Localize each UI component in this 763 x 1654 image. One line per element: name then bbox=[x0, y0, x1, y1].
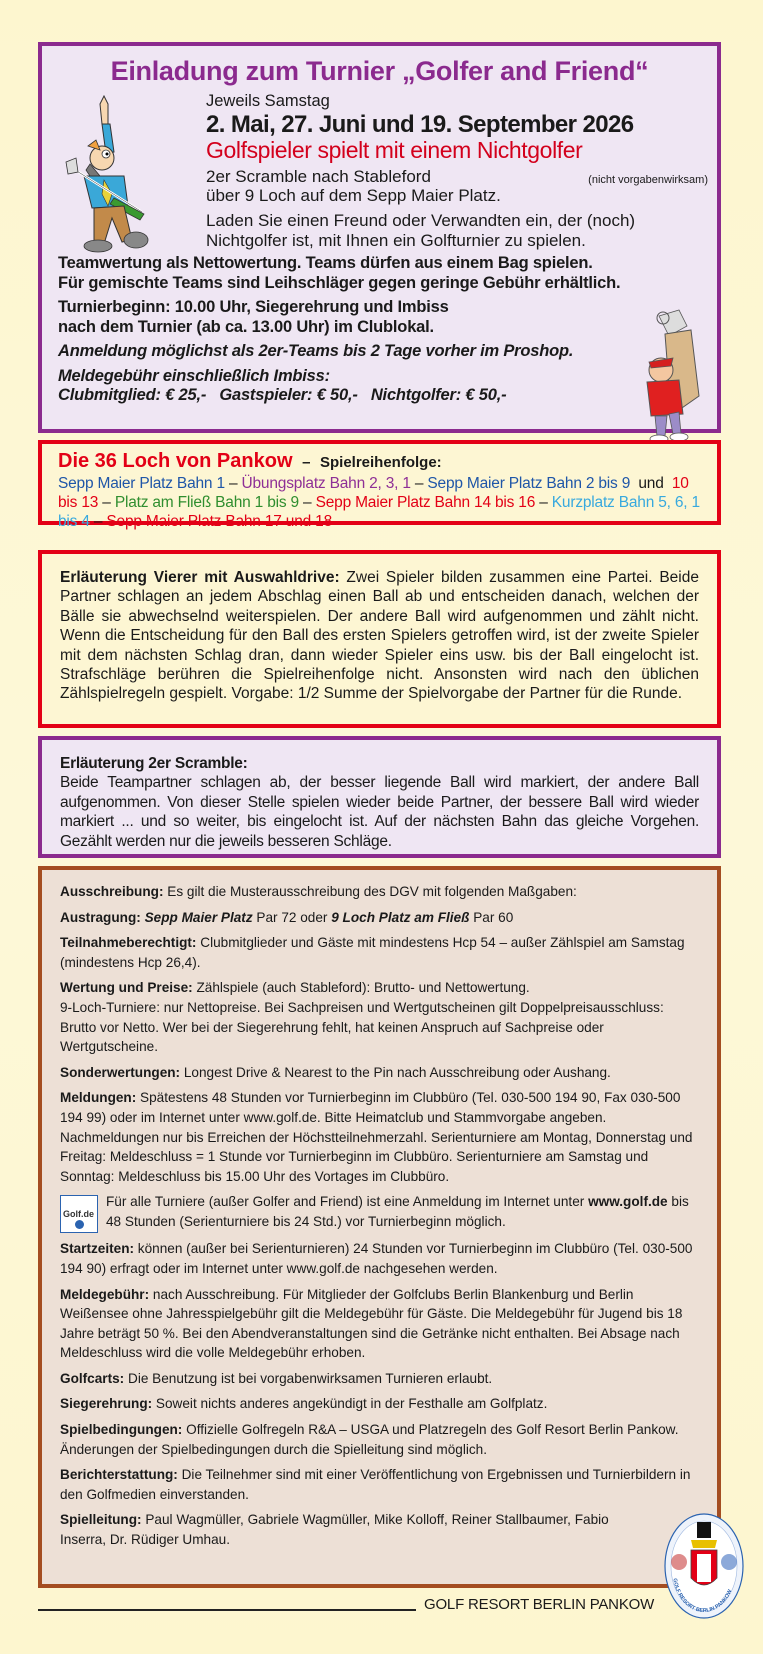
golf-de-logo-icon[interactable] bbox=[60, 1195, 98, 1233]
rule-label: Teilnahmeberechtigt: bbox=[60, 935, 197, 951]
rule-label: Siegerehrung: bbox=[60, 1396, 153, 1412]
footer-divider bbox=[38, 1609, 416, 1611]
vierer-text: Zwei Spieler bilden zusammen eine Partei. Beide Partner schlagen an jedem Abschlag einen Ball ab und entscheiden danach, welchen der Bälle sie abwechselnd weiterspielen. Der andere Ball wird aufgenommen und zählt nicht. Wenn die Entscheidung für den Ball des ersten Spielers getroffen wird, ist der zweite Spieler mit dem nächsten Schlag dran, dann wieder Spieler eins usw. bis der Ball eingelocht ist. Strafschläge berühren die Spielreihenfolge nicht. Ansonsten wird nach den üblichen Zählspielregeln gespielt. Vorgabe: 1/2 Summe der Spielvorgabe der Partner für die Runde. bbox=[60, 569, 699, 703]
rule-text: Es gilt die Musterausschreibung des DGV mit folgenden Maßgaben: bbox=[163, 884, 577, 899]
seal-text: GOLF RESORT BERLIN PANKOW bbox=[671, 1577, 734, 1615]
scramble-explanation-box bbox=[38, 736, 721, 858]
rule-golfcarts bbox=[60, 1369, 699, 1389]
scramble-text: Beide Teampartner schlagen ab, der besser liegende Ball wird markiert, der andere Ball aufgenommen. Von dieser Stelle spielen wieder beide Partner, der bessere Ball wird wieder markiert ... und so weiter, bis eingelocht ist. Auf der nächsten Bahn das gleiche Vorgehen. Gezählt werden nur die jeweils besseren Schläge. bbox=[60, 774, 699, 850]
rule-label: Startzeiten: bbox=[60, 1241, 135, 1257]
sequence-segment: Sepp Maier Platz Bahn 2 bis 9 bbox=[427, 475, 631, 492]
invitation-intro bbox=[206, 92, 716, 251]
sequence-segment: Sepp Maier Platz Bahn 14 bis 16 bbox=[315, 494, 536, 511]
rule-text: Die Benutzung ist bei vorgabenwirksamen Turnieren erlaubt. bbox=[124, 1370, 493, 1386]
course-sequence-title: Die 36 Loch von Pankow bbox=[58, 450, 293, 472]
golf-de-notice bbox=[60, 1192, 699, 1233]
handicap-note: (nicht vorgabenwirksam) bbox=[588, 174, 708, 186]
schedule-label: Jeweils Samstag bbox=[206, 92, 330, 110]
rule-startzeiten bbox=[60, 1239, 699, 1278]
tournament-rules-box bbox=[38, 866, 721, 1588]
rule-label: Spielbedingungen: bbox=[60, 1422, 183, 1438]
sequence-segment: 10 bis 13 bbox=[58, 475, 693, 511]
sequence-separator: – bbox=[98, 494, 115, 511]
rule-sonderwertungen bbox=[60, 1063, 699, 1083]
par-text-1: Par 72 oder bbox=[252, 909, 332, 925]
sequence-segment: Übungsplatz Bahn 2, 3, 1 bbox=[241, 475, 411, 492]
fee-line: Clubmitglied: € 25,- Gastspieler: € 50,- Nichtgolfer: € 50,- bbox=[58, 386, 507, 404]
sequence-segment: Sepp Maier Platz Bahn 1 bbox=[58, 475, 225, 492]
rule-austragung bbox=[60, 908, 699, 928]
rule-label: Meldungen: bbox=[60, 1090, 137, 1106]
rule-ausschreibung bbox=[60, 882, 699, 902]
team-rule-2: Für gemischte Teams sind Leihschläger gegen geringe Gebühr erhältlich. bbox=[58, 273, 621, 292]
rule-text: Clubmitglieder und Gäste mit mindestens Hcp 54 – außer Zählspiel am Samstag (mindestens Hcp 26,4). bbox=[60, 935, 685, 970]
rule-label: Sonderwertungen: bbox=[60, 1064, 181, 1080]
golf-ball-dot-icon bbox=[75, 1220, 84, 1229]
golf-de-link[interactable]: www.golf.de bbox=[588, 1194, 668, 1210]
par-text-2: Par 60 bbox=[469, 909, 514, 925]
vierer-heading: Erläuterung Vierer mit Auswahldrive: bbox=[60, 569, 340, 586]
course-sequence-box bbox=[38, 440, 721, 530]
vierer-explanation-box bbox=[38, 550, 721, 728]
rule-text: können (außer bei Serienturnieren) 24 Stunden vor Turnierbeginn im Clubbüro (Tel. 030-500 194 90) erfragt oder im Internet unter www.golf.de nachgesehen werden. bbox=[60, 1241, 693, 1276]
course-sequence-subtitle: Spielreihenfolge: bbox=[319, 454, 442, 471]
heading-dash: – bbox=[302, 454, 311, 471]
format-line-1: 2er Scramble nach Stableford bbox=[206, 167, 431, 186]
golf-de-text-2: bis 48 Stunden (Serienturniere bis 24 Std.) vor Turnierbeginn möglich. bbox=[106, 1194, 689, 1229]
rule-label: Wertung und Preise: bbox=[60, 980, 193, 996]
sequence-separator: – bbox=[410, 475, 428, 492]
rule-siegerehrung bbox=[60, 1394, 699, 1414]
rule-text: Die Teilnehmer sind mit einer Veröffentlichung von Ergebnissen und Turnierbildern in den Golfmedien einverstanden. bbox=[60, 1467, 691, 1502]
rule-meldungen bbox=[60, 1088, 699, 1186]
fee-info bbox=[58, 367, 708, 406]
format-line-2: über 9 Loch auf dem Sepp Maier Platz. bbox=[206, 186, 501, 205]
rule-text: Paul Wagmüller, Gabriele Wagmüller, Mike Kolloff, Reiner Stallbaumer, Fabio Inserra, Dr. Rüdiger Umhau. bbox=[60, 1512, 609, 1548]
rule-berichterstattung bbox=[60, 1465, 699, 1504]
rule-text-2: 9-Loch-Turniere: nur Nettopreise. Bei Sachpreisen und Wertgutscheinen gilt Doppelpreisausschluss: Brutto vor Netto. Wer bei der Siegerehrung fehlt, hat keinen Anspruch auf Sachpreise oder Wertgutscheine. bbox=[60, 999, 664, 1055]
sequence-separator: und bbox=[630, 475, 672, 492]
course-name-sepp-maier: Sepp Maier Platz bbox=[144, 909, 253, 925]
golf-de-logo-text: Golf.de bbox=[63, 1209, 94, 1220]
golf-bag-carrier-illustration-icon bbox=[629, 306, 709, 446]
golf-de-text bbox=[106, 1192, 699, 1231]
sequence-separator: – bbox=[298, 494, 316, 511]
rule-text: Zählspiele (auch Stableford): Brutto- und Nettowertung. bbox=[192, 980, 530, 996]
rule-teilnahme bbox=[60, 933, 699, 972]
invitation-title: Einladung zum Turnier „Golfer and Friend“ bbox=[110, 56, 649, 86]
start-info bbox=[58, 298, 708, 337]
invite-text: Laden Sie einen Freund oder Verwandten ein, der (noch) Nichtgolfer ist, mit Ihnen ein Golfturnier zu spielen. bbox=[206, 211, 636, 250]
rule-label: Meldegebühr: bbox=[60, 1286, 150, 1302]
rule-label: Austragung: bbox=[60, 909, 141, 925]
team-rules bbox=[58, 254, 708, 293]
club-seal-icon bbox=[663, 1512, 745, 1620]
fee-title: Meldegebühr einschließlich Imbiss: bbox=[58, 366, 330, 385]
rule-label: Ausschreibung: bbox=[60, 884, 164, 899]
rule-wertung bbox=[60, 978, 699, 1056]
golf-de-text-1: Für alle Turniere (außer Golfer and Friend) ist eine Anmeldung im Internet unter bbox=[106, 1194, 589, 1210]
course-sequence-list bbox=[58, 474, 705, 531]
rule-label: Golfcarts: bbox=[60, 1370, 125, 1386]
invitation-box bbox=[38, 42, 721, 433]
sequence-segment: Kurzplatz Bahn 5, 6, 1 bis 4 bbox=[58, 494, 705, 530]
rule-text: Spätestens 48 Stunden vor Turnierbeginn im Clubbüro (Tel. 030-500 194 90, Fax 030-500 194 99) oder im Internet unter www.golf.de. Bitte Heimatclub und Stammvorgabe angeben. Nachmeldungen nur bis Erreichen der Höchstteilnehmerzahl. Serienturniere am Montag, Donnerstag und Freitag: Meldeschluss = 1 Stunde vor Turnierbeginn im Clubbüro. Serienturniere am Samstag und Sonntag: Meldeschluss bis 15.00 Uhr des Vortages im Clubbüro. bbox=[60, 1090, 693, 1184]
golfer-illustration-icon bbox=[52, 94, 202, 254]
rule-text: Soweit nichts anderes angekündigt in der Festhalle am Golfplatz. bbox=[152, 1396, 548, 1412]
rule-label: Berichterstattung: bbox=[60, 1467, 178, 1483]
registration-note: Anmeldung möglichst als 2er-Teams bis 2 Tage vorher im Proshop. bbox=[58, 342, 574, 360]
rule-spielleitung bbox=[60, 1510, 699, 1549]
invitation-subtitle: Golfspieler spielt mit einem Nichtgolfer bbox=[206, 137, 583, 163]
rule-text: Longest Drive & Nearest to the Pin nach Ausschreibung oder Aushang. bbox=[180, 1064, 611, 1080]
course-name-fliess: 9 Loch Platz am Fließ bbox=[331, 909, 470, 925]
rule-label: Spielleitung: bbox=[60, 1512, 142, 1528]
invitation-details bbox=[58, 254, 708, 411]
rule-meldegebuehr bbox=[60, 1285, 699, 1363]
start-line-1: Turnierbeginn: 10.00 Uhr, Siegerehrung und Imbiss bbox=[58, 298, 449, 316]
start-line-2: nach dem Turnier (ab ca. 13.00 Uhr) im Clublokal. bbox=[58, 317, 434, 336]
sequence-segment: Sepp Maier Platz Bahn 17 und 18 bbox=[106, 513, 332, 530]
scramble-heading: Erläuterung 2er Scramble: bbox=[60, 755, 248, 772]
course-sequence-heading bbox=[58, 450, 701, 474]
sequence-separator: – bbox=[535, 494, 552, 511]
rule-text: Offizielle Golfregeln R&A – USGA und Platzregeln des Golf Resort Berlin Pankow. Änderungen der Spielbedingungen durch die Spielleitung sind möglich. bbox=[60, 1422, 679, 1457]
sequence-separator: – bbox=[89, 513, 107, 530]
rule-spielbedingungen bbox=[60, 1420, 699, 1459]
team-rule-1: Teamwertung als Nettowertung. Teams dürfen aus einem Bag spielen. bbox=[58, 254, 593, 272]
sequence-separator: – bbox=[224, 475, 242, 492]
sequence-segment: Platz am Fließ Bahn 1 bis 9 bbox=[114, 494, 299, 511]
footer-brand: GOLF RESORT BERLIN PANKOW bbox=[424, 1596, 655, 1613]
tournament-dates: 2. Mai, 27. Juni und 19. September 2026 bbox=[206, 111, 634, 138]
rule-text: nach Ausschreibung. Für Mitglieder der Golfclubs Berlin Blankenburg und Berlin Weißensee ohne Jahresspielgebühr gilt die Meldegebühr für Gäste. Die Meldegebühr für Jugend bis 18 Jahre beträgt 50 %. Bei den Abendveranstaltungen sind die Getränke nicht enthalten. Bei Absage nach Meldeschluss wird die volle Meldegebühr erhoben. bbox=[60, 1286, 683, 1361]
format-text bbox=[206, 167, 716, 205]
